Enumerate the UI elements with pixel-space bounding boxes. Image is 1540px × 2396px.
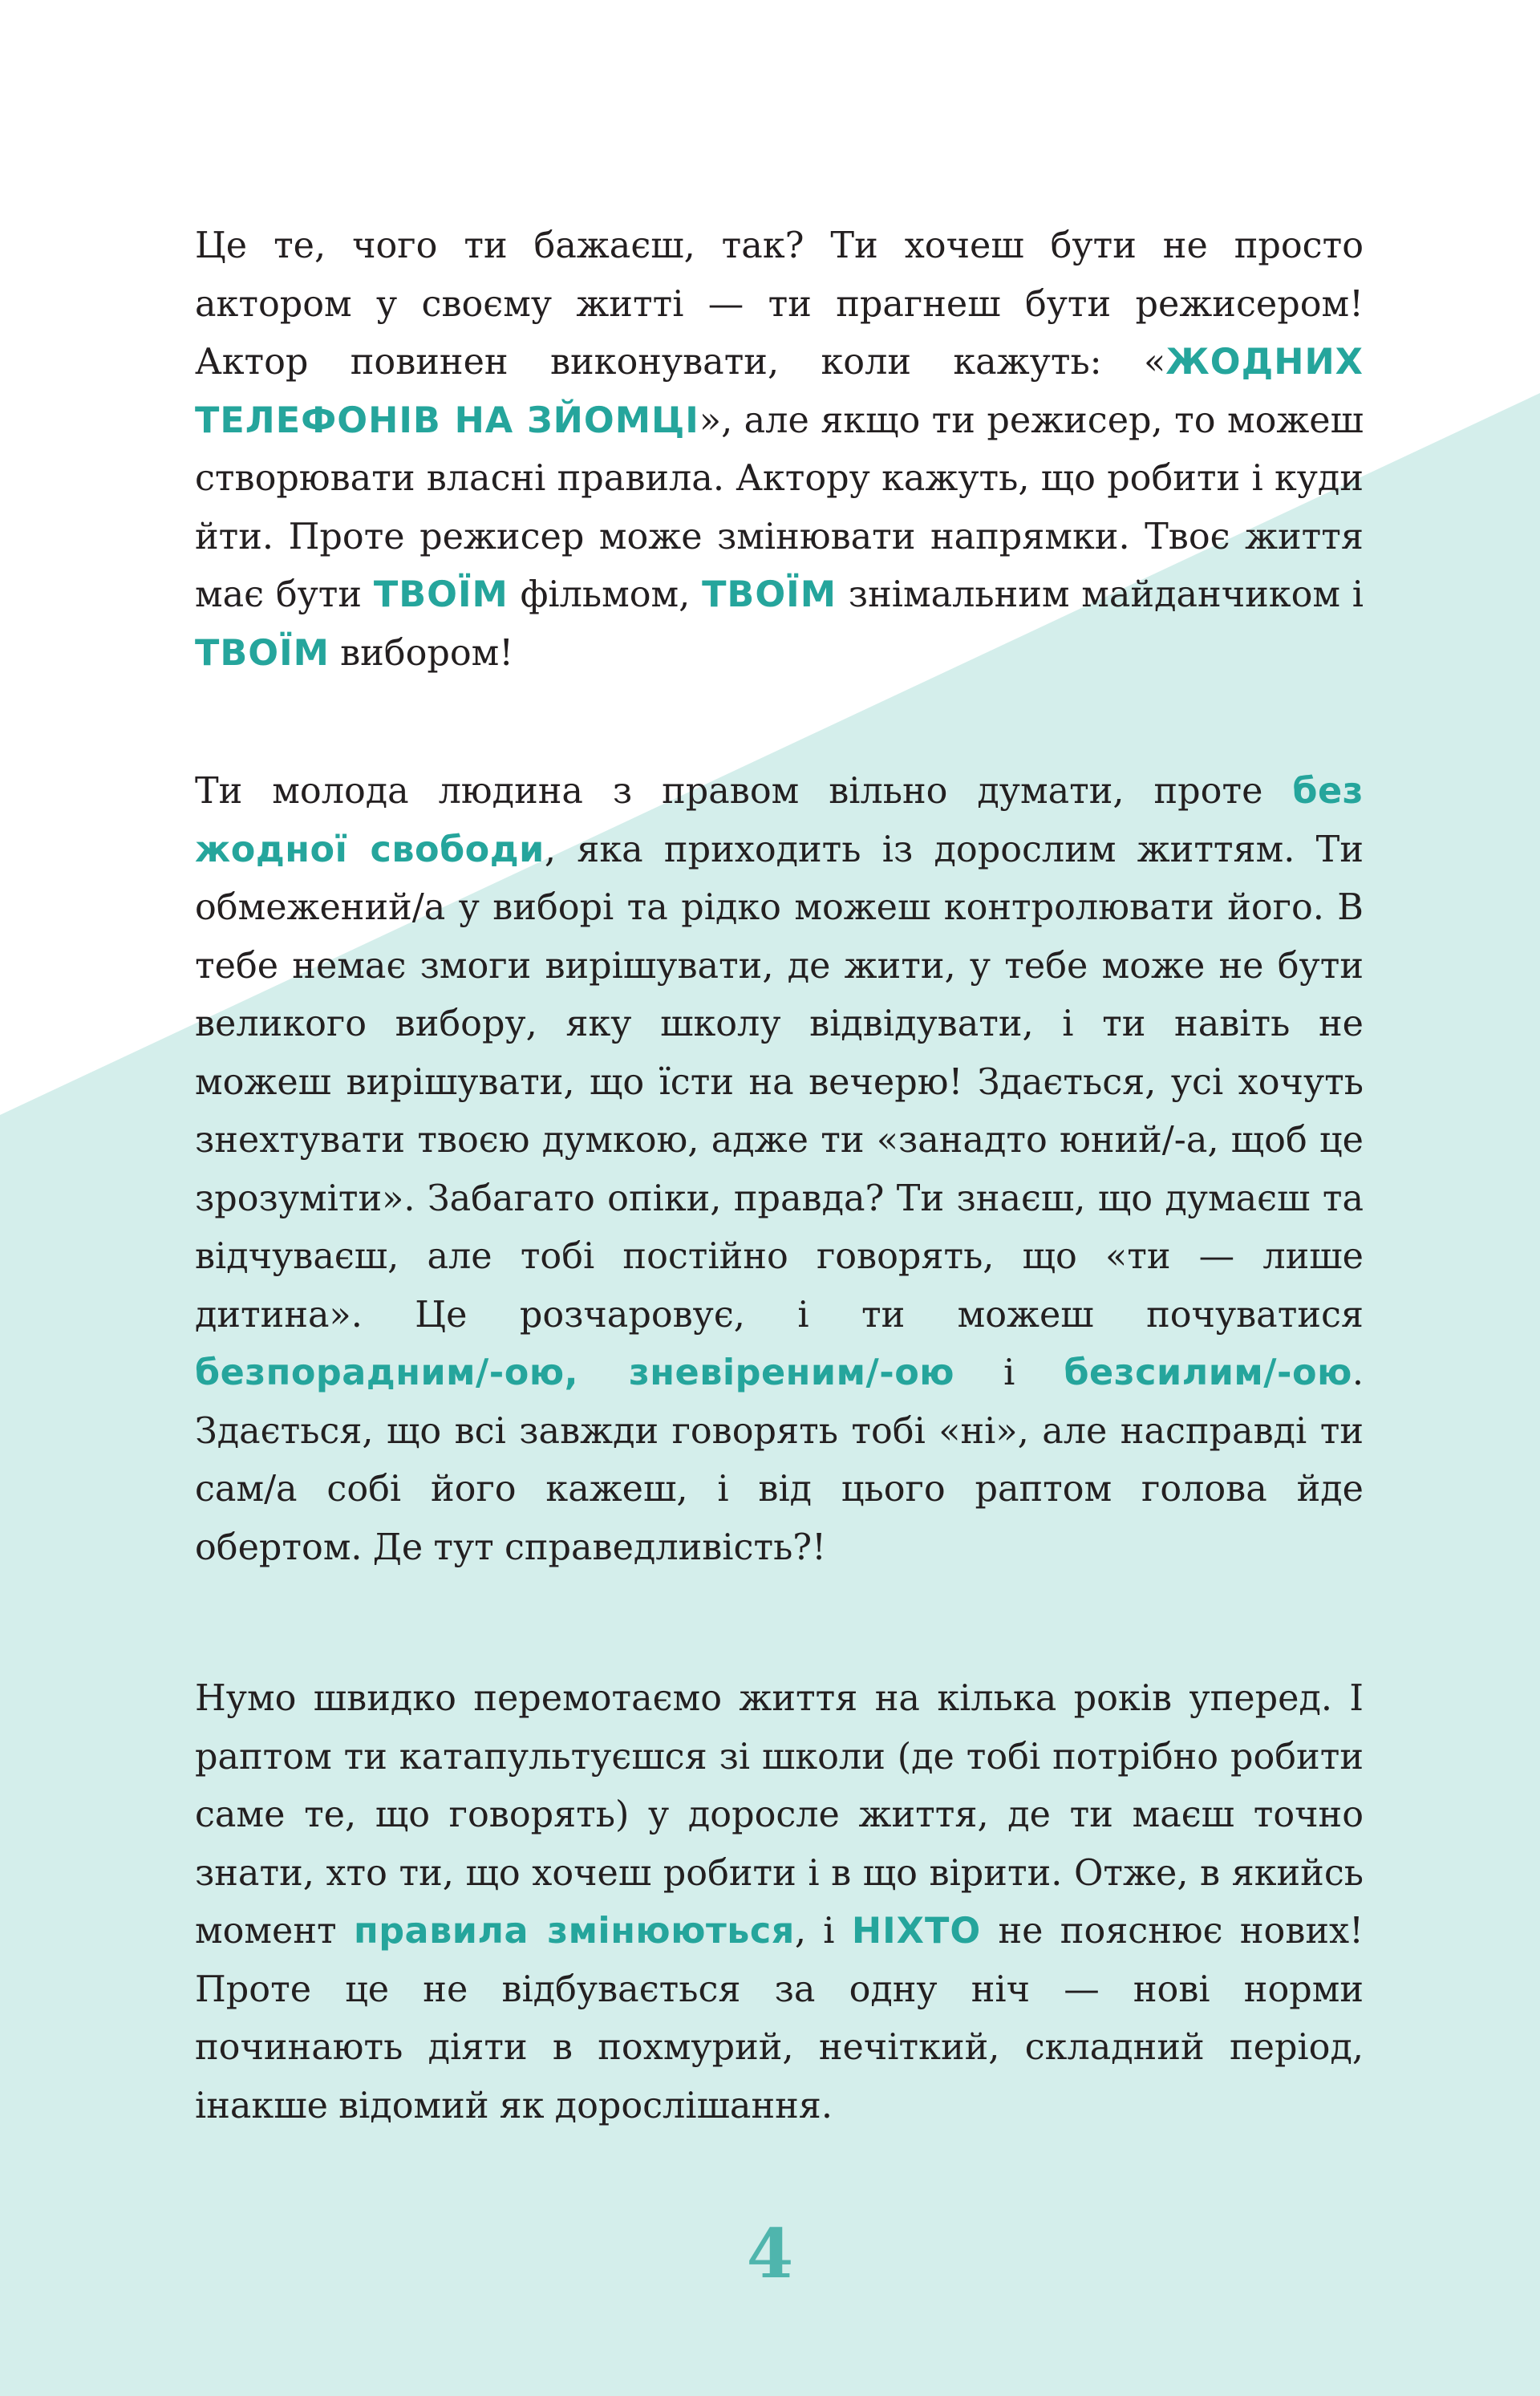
body-text: Ти молода людина з правом вільно думати, проте — [195, 771, 1293, 812]
highlighted-text: ТВОЇМ — [195, 632, 330, 674]
highlighted-text: правила змінюються — [353, 1911, 795, 1952]
body-text: , яка приходить із дорослим життям. Ти обмежений/а у виборі та рідко можеш контролювати його. В тебе немає змоги вирішувати, де жити, у тебе може не бути великого вибору, яку школу відвідувати, і ти навіть не можеш вирішувати, що їсти на вечерю! Здається, усі хочуть знехтувати твоєю думкою, адже ти «занадто юний/-а, щоб це зрозуміти». Забагато опіки, правда? Ти знаєш, що думаєш та відчуваєш, але тобі постійно говорять, що «ти — лише дитина». Це розчаровує, і ти можеш почуватися — [195, 829, 1364, 1336]
paragraph-3 — [195, 1670, 1364, 2135]
body-text: не пояснює нових! Проте це не відбувається за одну ніч — нові норми починають діяти в похмурий, нечіткий, складний період, інакше відомий як дорослішання. — [195, 1911, 1364, 2126]
highlighted-text: безпорадним/-ою, зневіреним/-ою — [195, 1352, 955, 1393]
paragraph-1-text — [195, 217, 1364, 683]
body-text: Нумо швидко перемотаємо життя на кілька років уперед. І раптом ти катапультуєшся зі школи (де тобі потрібно робити саме те, що говорять) у доросле життя, де ти маєш точно знати, хто ти, що хочеш робити і в що вірити. Отже, в якийсь момент — [195, 1678, 1364, 1952]
page-number: 4 — [746, 2214, 794, 2293]
paragraph-2-text — [195, 763, 1364, 1577]
paragraph-1 — [195, 217, 1364, 683]
body-text: і — [954, 1352, 1064, 1393]
body-text: Це те, чого ти бажаєш, так? Ти хочеш бути не просто актором у своєму житті — ти прагнеш бути режисером! Актор повинен виконувати, коли кажуть: « — [195, 225, 1364, 383]
highlighted-text: НІХТО — [851, 1911, 982, 1952]
body-text: фільмом, — [508, 574, 703, 615]
highlighted-text: ТВОЇМ — [373, 574, 509, 615]
highlighted-text: без жодної свободи — [195, 771, 1364, 870]
highlighted-text: безсилим/-ою — [1064, 1352, 1352, 1393]
body-text: . Здається, що всі завжди говорять тобі «ні», але насправді ти сам/а собі його кажеш, і від цього раптом голова йде обертом. Де тут справедливість?! — [195, 1352, 1364, 1568]
body-text: знімальним майданчиком і — [837, 574, 1364, 615]
body-text: », але якщо ти режисер, то можеш створювати власні правила. Актору кажуть, що робити і куди йти. Проте режисер може змінювати напрямки. Твоє життя має бути — [195, 399, 1364, 615]
body-text: вибором! — [329, 632, 514, 674]
highlighted-text: ТВОЇМ — [702, 574, 837, 615]
highlighted-text: ЖОДНИХ ТЕЛЕФОНІВ НА ЗЙОМЦІ — [195, 342, 1364, 441]
paragraph-2 — [195, 763, 1364, 1577]
paragraph-3-text — [195, 1670, 1364, 2135]
body-text: , і — [794, 1911, 852, 1952]
